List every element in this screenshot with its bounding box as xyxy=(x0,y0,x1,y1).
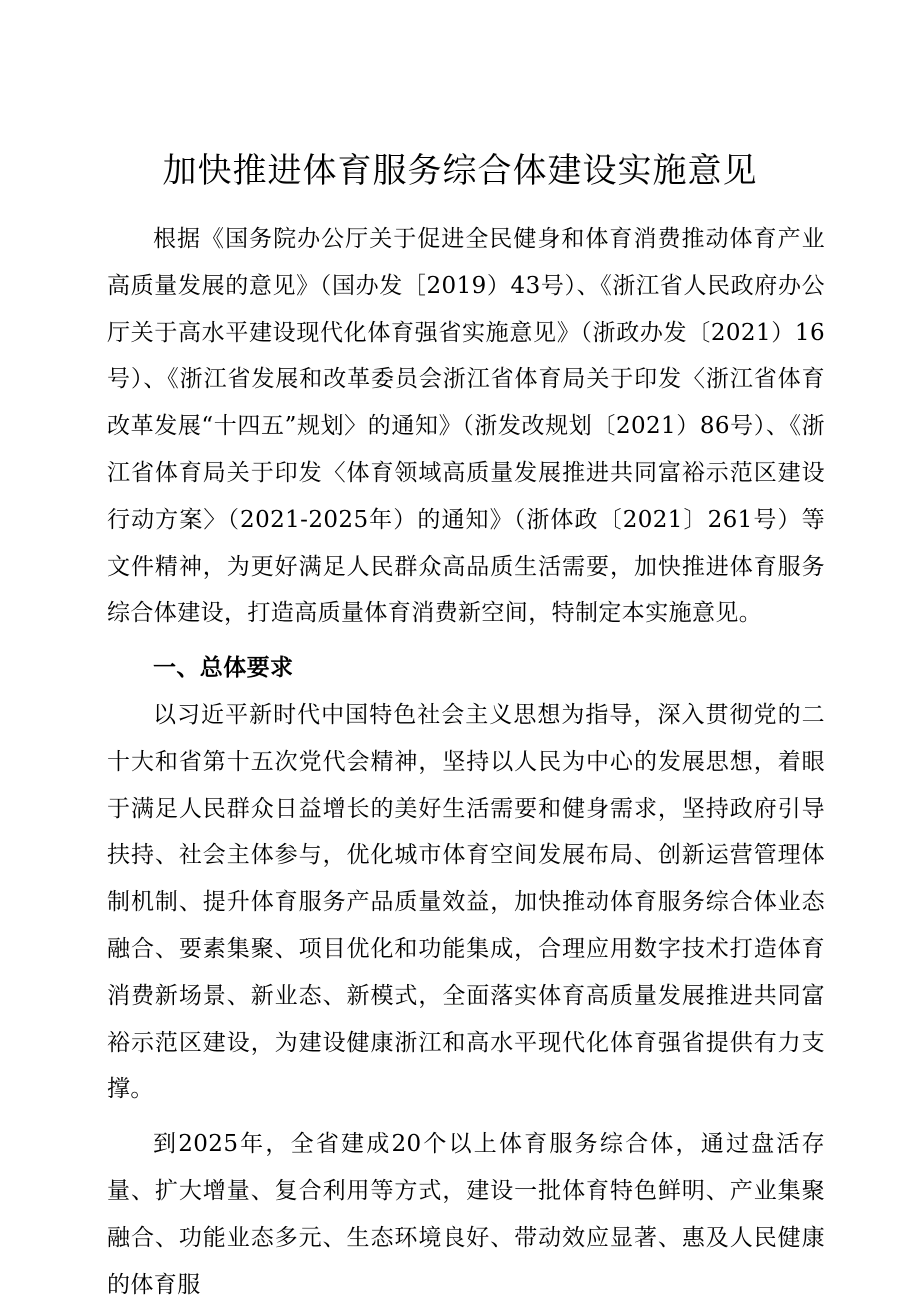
intro-paragraph: 根据《国务院办公厅关于促进全民健身和体育消费推动体育产业高质量发展的意见》（国办发［2019）43号）、《浙江省人民政府办公厅关于高水平建设现代化体育强省实施意见》（浙政办发〔2021）16号）、《浙江省发展和改革委员会浙江省体育局关于印发〈浙江省体育改革发展“十四五”规划〉的通知》（浙发改规划〔2021）86号）、《浙江省体育局关于印发〈体育领域高质量发展推进共同富裕示范区建设行动方案〉（2021-2025年）的通知》（浙体政〔2021〕261号）等文件精神，为更好满足人民群众高品质生活需要，加快推进体育服务综合体建设，打造高质量体育消费新空间，特制定本实施意见。 xyxy=(107,226,825,627)
guiding-principle-paragraph: 以习近平新时代中国特色社会主义思想为指导，深入贯彻党的二十大和省第十五次党代会精神，坚持以人民为中心的发展思想，着眼于满足人民群众日益增长的美好生活需要和健身需求，坚持政府引导扶持、社会主体参与，优化城市体育空间发展布局、创新运营管理体制机制、提升体育服务产品质量效益，加快推动体育服务综合体业态融合、要素集聚、项目优化和功能集成，合理应用数字技术打造体育消费新场景、新业态、新模式，全面落实体育高质量发展推进共同富裕示范区建设，为建设健康浙江和高水平现代化体育强省提供有力支撑。 xyxy=(107,701,825,1103)
document-body xyxy=(107,216,825,1308)
section-heading-general-requirements: 一、总体要求 xyxy=(153,655,294,682)
paragraph-gap xyxy=(107,637,825,645)
document-title: 加快推进体育服务综合体建设实施意见 xyxy=(162,151,758,191)
paragraph-gap xyxy=(107,1113,825,1121)
goal-paragraph: 到2025年，全省建成20个以上体育服务综合体，通过盘活存量、扩大增量、复合利用等方式，建设一批体育特色鲜明、产业集聚融合、功能业态多元、生态环境良好、带动效应显著、惠及人民健康的体育服 xyxy=(107,1131,825,1298)
